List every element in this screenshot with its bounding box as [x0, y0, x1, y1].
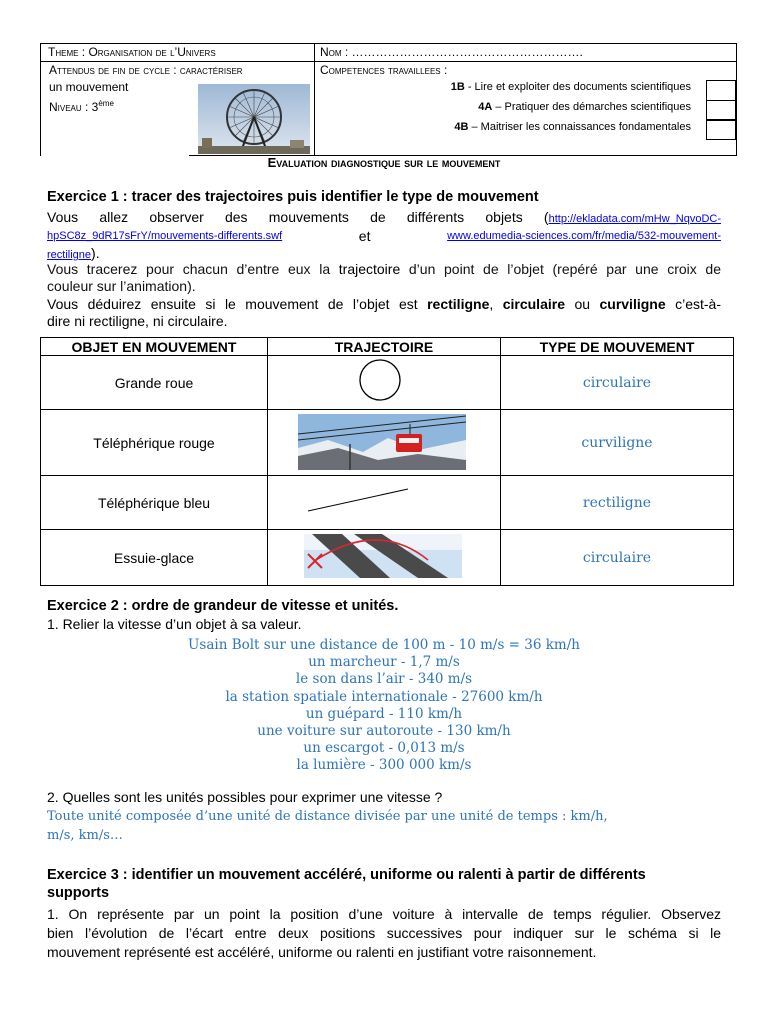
objet-cell: Téléphérique bleu — [41, 476, 268, 530]
edumedia-link[interactable]: www.edumedia-sciences.com/fr/media/532-mouvement- — [447, 230, 721, 242]
ex3-title: Exercice 3 : identifier un mouvement accéléré, uniforme ou ralenti à partir de différents supports — [47, 867, 646, 901]
attendus-line1: Attendus de fin de cycle : caractériser — [49, 63, 243, 77]
type-cell[interactable]: curviligne — [501, 410, 734, 476]
attendus-line2: un mouvement — [49, 80, 129, 94]
answer-line: la lumière - 300 000 km/s — [296, 757, 472, 774]
ex1-intro-line1: Vous allez observer des mouvements de différents objets (http://ekladata.com/mHw_NqvoDC- — [47, 209, 721, 225]
ex1-intro — [47, 209, 721, 264]
cable-car-trajectory — [268, 410, 500, 472]
answer-line: Usain Bolt sur une distance de 100 m - 10 m/s = 36 km/h — [188, 637, 580, 653]
table-row — [41, 476, 734, 530]
competence-4a-checkbox[interactable] — [706, 100, 736, 121]
swf-link[interactable]: http://ekladata.com/mHw_NqvoDC- — [548, 213, 721, 225]
ex1-intro-line3: rectiligne). — [47, 245, 100, 261]
type-cell[interactable]: rectiligne — [501, 476, 734, 530]
nom-field: Nom : …………………………………………………. — [320, 45, 583, 59]
swf-link-cont[interactable]: hpSC8z_9dR17sFrY/mouvements-differents.swf — [47, 230, 283, 242]
answer-line: une voiture sur autoroute - 130 km/h — [257, 723, 511, 740]
competence-4a: 4A – Pratiquer des démarches scientifiques — [478, 101, 691, 113]
type-cell[interactable]: circulaire — [501, 356, 734, 410]
trajectoire-cell — [268, 356, 501, 410]
col-header-type: TYPE DE MOUVEMENT — [501, 338, 734, 356]
ex2-question1: 1. Relier la vitesse d’un objet à sa valeur. — [47, 616, 302, 632]
ex2-answers — [0, 637, 768, 775]
wiper-trajectory — [268, 530, 500, 582]
ex1-title: Exercice 1 : tracer des trajectoires puis identifier le type de mouvement — [47, 189, 539, 205]
straight-line-trajectory — [268, 476, 500, 526]
theme-label: Theme : Organisation de l’Univers — [48, 45, 216, 59]
trajectoire-cell — [268, 476, 501, 530]
competences-title: Competences travaillees : — [320, 63, 448, 77]
doc-title: Evaluation diagnostique sur le mouvement — [267, 155, 501, 170]
ferris-wheel-photo — [198, 84, 310, 154]
movement-table — [40, 337, 734, 586]
objet-cell: Essuie-glace — [41, 530, 268, 586]
table-row — [41, 410, 734, 476]
objet-cell: Téléphérique rouge — [41, 410, 268, 476]
table-row — [41, 530, 734, 586]
objet-cell: Grande roue — [41, 356, 268, 410]
competence-4b: 4B – Maitriser les connaissances fondamentales — [454, 121, 691, 133]
ex1-paragraph2: Vous tracerez pour chacun d’entre eux la trajectoire d’un point de l’objet (repéré par une croix de couleur sur l’animation). — [47, 261, 721, 294]
competence-1b: 1B - Lire et exploiter des documents scientifiques — [450, 81, 691, 93]
table-row — [41, 356, 734, 410]
ex2-title: Exercice 2 : ordre de grandeur de vitesse et unités. — [47, 598, 399, 614]
ex2-answer2: Toute unité composée d’une unité de distance divisée par une unité de temps : km/h, m/s, km/s… — [47, 809, 608, 843]
ex1-paragraph3: Vous déduirez ensuite si le mouvement de l’objet est rectiligne, circulaire ou curviligne c’est-à- dire ni rectiligne, ni circulaire. — [47, 296, 721, 329]
table-header-row — [41, 338, 734, 356]
type-cell[interactable]: circulaire — [501, 530, 734, 586]
answer-line: la station spatiale internationale - 27600 km/h — [225, 688, 543, 705]
answer-line: un guépard - 110 km/h — [305, 705, 463, 722]
trajectoire-cell — [268, 410, 501, 476]
ex1-intro-line2: hpSC8z_9dR17sFrY/mouvements-differents.swf et www.edumedia-sciences.com/fr/media/532-mouvement- — [47, 228, 721, 244]
competence-1b-checkbox[interactable] — [706, 80, 736, 101]
header-table — [40, 43, 737, 156]
answer-line: un marcheur - 1,7 m/s — [308, 654, 460, 671]
ex3-paragraph: 1. On représente par un point la position d’une voiture à intervalle de temps régulier. Observez bien l’évolution de l’écart entre deux positions successives pour indiquer sur le schéma si le mouvement représenté est accéléré, uniforme ou ralenti en justifiant votre raisonnement. — [47, 906, 721, 960]
ex2-question2: 2. Quelles sont les unités possibles pour exprimer une vitesse ? — [47, 789, 443, 805]
answer-line: un escargot - 0,013 m/s — [303, 740, 465, 757]
circle-trajectory — [268, 356, 500, 406]
edumedia-link-cont[interactable]: rectiligne — [47, 249, 92, 261]
answer-line: le son dans l’air - 340 m/s — [295, 671, 473, 688]
col-header-objet: OBJET EN MOUVEMENT — [41, 338, 268, 356]
trajectoire-cell — [268, 530, 501, 586]
niveau-label: Niveau : 3ème — [49, 99, 114, 114]
competence-4b-checkbox[interactable] — [706, 119, 736, 140]
col-header-trajectoire: TRAJECTOIRE — [268, 338, 501, 356]
